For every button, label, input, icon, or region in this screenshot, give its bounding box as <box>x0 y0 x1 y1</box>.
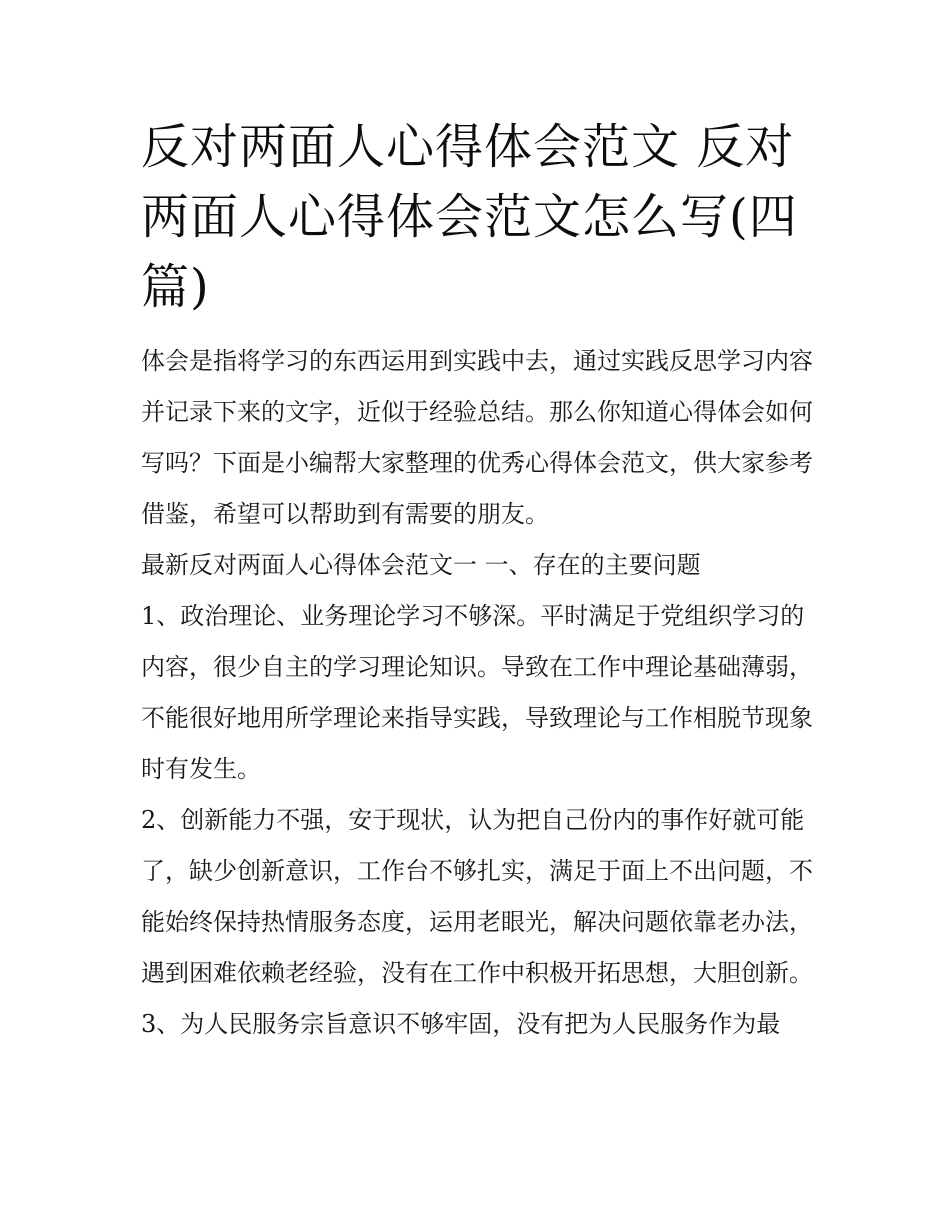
intro-paragraph: 体会是指将学习的东西运用到实践中去，通过实践反思学习内容并记录下来的文字，近似于经验总结。那么你知道心得体会如何写吗？下面是小编帮大家整理的优秀心得体会范文，供大家参考借鉴，希望可以帮助到有需要的朋友。 <box>141 347 813 528</box>
document-content <box>141 112 816 1050</box>
paragraph-1: 1、政治理论、业务理论学习不够深。平时满足于党组织学习的内容，很少自主的学习理论知识。导致在工作中理论基础薄弱，不能很好地用所学理论来指导实践，导致理论与工作相脱节现象时有发生。 <box>141 602 813 783</box>
section-heading: 最新反对两面人心得体会范文一 一、存在的主要问题 <box>141 551 701 579</box>
paragraph-3: 3、为人民服务宗旨意识不够牢固，没有把为人民服务作为最 <box>141 1010 781 1038</box>
paragraph-2: 2、创新能力不强，安于现状，认为把自己份内的事作好就可能了，缺少创新意识，工作台不够扎实，满足于面上不出问题，不能始终保持热情服务态度，运用老眼光，解决问题依靠老办法，遇到困难依赖老经验，没有在工作中积极开拓思想，大胆创新。 <box>141 806 813 987</box>
document-title: 反对两面人心得体会范文 反对两面人心得体会范文怎么写(四篇) <box>141 119 798 315</box>
